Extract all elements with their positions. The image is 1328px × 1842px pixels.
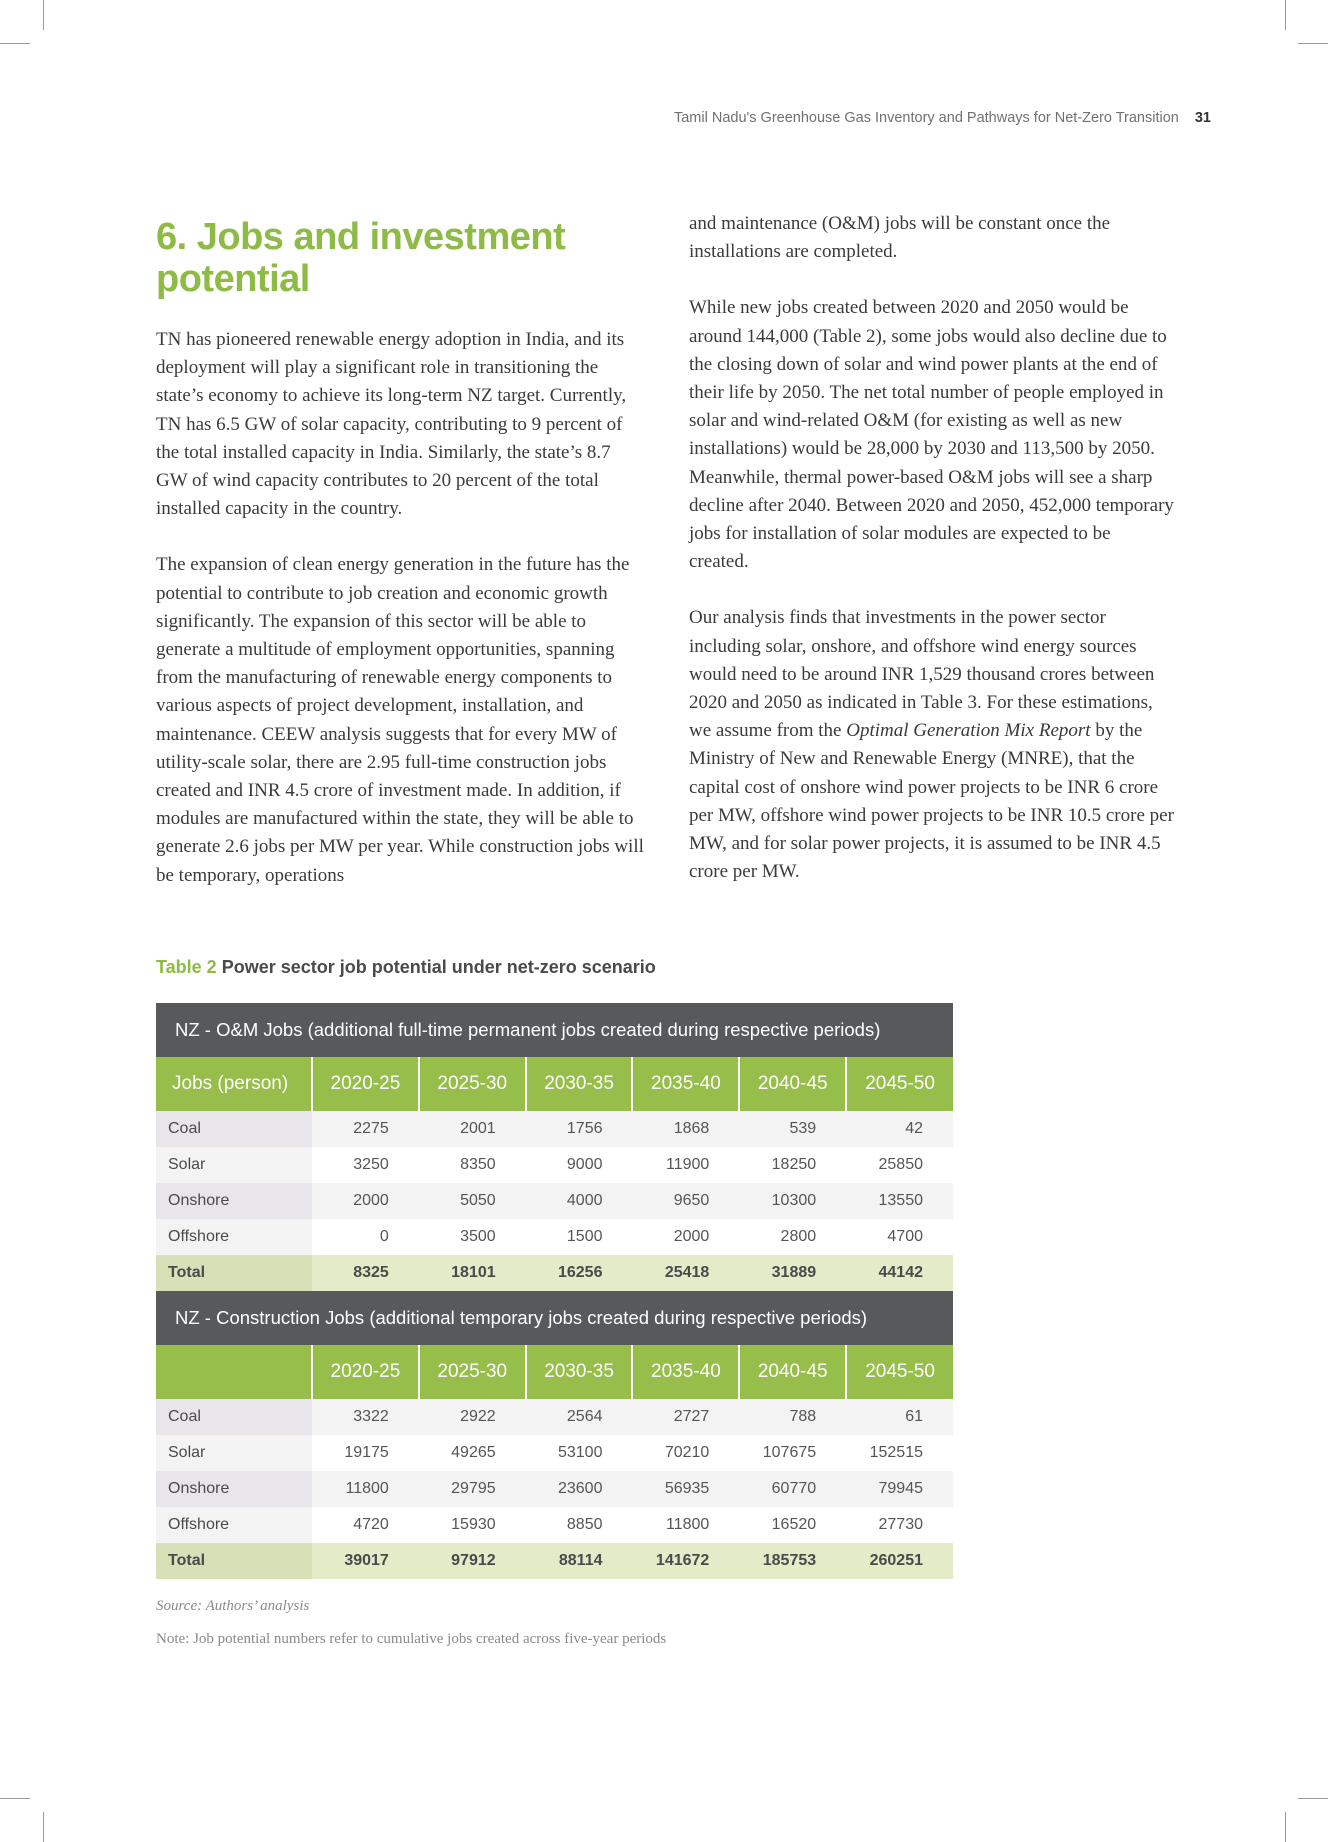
table-cell: 79945	[846, 1471, 953, 1507]
table-cell: 9650	[632, 1183, 739, 1219]
column-header: 2040-45	[739, 1057, 846, 1111]
column-header: 2045-50	[846, 1345, 953, 1399]
total-cell: 25418	[632, 1255, 739, 1291]
table-row	[156, 1147, 953, 1183]
table-cell: 3500	[419, 1219, 526, 1255]
running-head	[674, 110, 1211, 126]
table-cell: 788	[739, 1399, 846, 1435]
table-header-row	[156, 1057, 953, 1111]
table-cell: 8850	[526, 1507, 633, 1543]
table-cell: 1756	[526, 1111, 633, 1147]
total-cell: 31889	[739, 1255, 846, 1291]
table-cell: 539	[739, 1111, 846, 1147]
table-cell: 10300	[739, 1183, 846, 1219]
total-cell: 18101	[419, 1255, 526, 1291]
total-cell: 97912	[419, 1543, 526, 1579]
table-cell: 1500	[526, 1219, 633, 1255]
paragraph: TN has pioneered renewable energy adoption in India, and its deployment will play a significant role in transitioning the state’s economy to achieve its long-term NZ target. Currently, TN has 6.5 GW of solar capacity, contributing to 9 percent of the total installed capacity in India. Similarly, the state’s 8.7 GW of wind capacity contributes to 20 percent of the total installed capacity in the country.	[156, 329, 627, 520]
table-cell: 60770	[739, 1471, 846, 1507]
column-header: 2030-35	[526, 1345, 633, 1399]
table-cell: 4720	[312, 1507, 419, 1543]
table-cell: 15930	[419, 1507, 526, 1543]
table-section-band	[156, 1003, 953, 1057]
table-source: Source: Authors’ analysis	[156, 1598, 310, 1614]
right-column	[689, 210, 1174, 914]
paragraph: While new jobs created between 2020 and 2050 would be around 144,000 (Table 2), some jobs would also decline due to the closing down of solar and wind power plants at the end of their life by 2050. The net total number of people employed in solar and wind-related O&M (for existing as well as new installations) would be 28,000 by 2030 and 113,500 by 2050. Meanwhile, thermal power-based O&M jobs will see a sharp decline after 2040. Between 2020 and 2050, 452,000 temporary jobs for installation of solar modules are expected to be created.	[689, 297, 1174, 573]
table-section-band	[156, 1291, 953, 1345]
table-cell: 1868	[632, 1111, 739, 1147]
jobs-table	[156, 1003, 953, 1579]
paragraph: The expansion of clean energy generation in the future has the potential to contribute to job creation and economic growth significantly. The expansion of this sector will be able to generate a multitude of employment opportunities, spanning from the manufacturing of renewable energy components to various aspects of project development, installation, and maintenance. CEEW analysis suggests that for every MW of utility-scale solar, there are 2.95 full-time construction jobs created and INR 4.5 crore of investment made. In addition, if modules are manufactured within the state, they will be able to generate 2.6 jobs per MW per year. While construction jobs will be temporary, operations	[156, 554, 644, 886]
table-cell: 70210	[632, 1435, 739, 1471]
column-header	[156, 1345, 312, 1399]
row-label: Coal	[156, 1399, 312, 1435]
column-header: 2045-50	[846, 1057, 953, 1111]
table-header-row	[156, 1345, 953, 1399]
column-header: 2035-40	[632, 1057, 739, 1111]
crop-mark	[43, 1812, 44, 1842]
total-cell: 88114	[526, 1543, 633, 1579]
table-cell: 2275	[312, 1111, 419, 1147]
table-cell: 61	[846, 1399, 953, 1435]
table-cell: 2564	[526, 1399, 633, 1435]
row-label: Coal	[156, 1111, 312, 1147]
table-cell: 56935	[632, 1471, 739, 1507]
table-cell: 2727	[632, 1399, 739, 1435]
table-cell: 2922	[419, 1399, 526, 1435]
table-caption-text: Power sector job potential under net-zero scenario	[221, 957, 656, 977]
row-label: Solar	[156, 1147, 312, 1183]
table-cell: 2000	[632, 1219, 739, 1255]
row-label: Total	[156, 1543, 312, 1579]
crop-mark	[1298, 43, 1328, 44]
column-header: 2025-30	[419, 1345, 526, 1399]
table-row	[156, 1219, 953, 1255]
paragraph	[689, 604, 1174, 886]
total-cell: 8325	[312, 1255, 419, 1291]
row-label: Total	[156, 1255, 312, 1291]
column-header: 2020-25	[312, 1345, 419, 1399]
table-cell: 8350	[419, 1147, 526, 1183]
total-cell: 141672	[632, 1543, 739, 1579]
table-cell: 107675	[739, 1435, 846, 1471]
crop-mark	[1285, 1812, 1286, 1842]
table-cell: 49265	[419, 1435, 526, 1471]
table-cell: 42	[846, 1111, 953, 1147]
table-section-title: NZ - O&M Jobs (additional full-time permanent jobs created during respective periods)	[156, 1003, 953, 1057]
table-row	[156, 1471, 953, 1507]
table-row	[156, 1435, 953, 1471]
left-column	[156, 210, 646, 918]
column-header: 2025-30	[419, 1057, 526, 1111]
page-number: 31	[1194, 110, 1211, 126]
table-cell: 16520	[739, 1507, 846, 1543]
total-cell: 44142	[846, 1255, 953, 1291]
table-cell: 11800	[312, 1471, 419, 1507]
table-row	[156, 1507, 953, 1543]
table-cell: 3250	[312, 1147, 419, 1183]
column-header: 2040-45	[739, 1345, 846, 1399]
table-cell: 2000	[312, 1183, 419, 1219]
table-cell: 2001	[419, 1111, 526, 1147]
table-row	[156, 1111, 953, 1147]
table-cell: 23600	[526, 1471, 633, 1507]
table-cell: 5050	[419, 1183, 526, 1219]
total-cell: 39017	[312, 1543, 419, 1579]
total-cell: 260251	[846, 1543, 953, 1579]
table-cell: 11800	[632, 1507, 739, 1543]
total-cell: 185753	[739, 1543, 846, 1579]
table-cell: 18250	[739, 1147, 846, 1183]
table-cell: 11900	[632, 1147, 739, 1183]
row-label: Solar	[156, 1435, 312, 1471]
row-label: Offshore	[156, 1507, 312, 1543]
row-label: Offshore	[156, 1219, 312, 1255]
table-cell: 29795	[419, 1471, 526, 1507]
table-cell: 152515	[846, 1435, 953, 1471]
table-cell: 4000	[526, 1183, 633, 1219]
section-title: 6. Jobs and investment potential	[156, 216, 566, 300]
table-cell: 19175	[312, 1435, 419, 1471]
table-cell: 9000	[526, 1147, 633, 1183]
table-total-row	[156, 1543, 953, 1579]
table-total-row	[156, 1255, 953, 1291]
report-title: Optimal Generation Mix Report	[846, 720, 1091, 742]
crop-mark	[1285, 0, 1286, 30]
table-row	[156, 1183, 953, 1219]
table-cell: 25850	[846, 1147, 953, 1183]
crop-mark	[0, 43, 30, 44]
column-header: 2035-40	[632, 1345, 739, 1399]
table-cell: 2800	[739, 1219, 846, 1255]
column-header: 2030-35	[526, 1057, 633, 1111]
column-header: 2020-25	[312, 1057, 419, 1111]
table-caption	[156, 957, 656, 978]
table-cell: 13550	[846, 1183, 953, 1219]
table-row	[156, 1399, 953, 1435]
row-label: Onshore	[156, 1471, 312, 1507]
table-cell: 4700	[846, 1219, 953, 1255]
table-caption-label: Table 2	[156, 957, 217, 977]
table-section-title: NZ - Construction Jobs (additional temporary jobs created during respective periods)	[156, 1291, 953, 1345]
row-label: Onshore	[156, 1183, 312, 1219]
column-header: Jobs (person)	[156, 1057, 312, 1111]
table-cell: 53100	[526, 1435, 633, 1471]
crop-mark	[43, 0, 44, 30]
total-cell: 16256	[526, 1255, 633, 1291]
paragraph-text: Our analysis finds that investments in the power sector including solar, onshore, and offshore wind energy sources would need to be around INR 1,529 thousand crores between 2020 and 2050 as indicated in Table 3. For these estimations, we assume from the	[689, 607, 1155, 742]
running-head-title: Tamil Nadu's Greenhouse Gas Inventory and Pathways for Net-Zero Transition	[673, 110, 1179, 126]
table-cell: 27730	[846, 1507, 953, 1543]
crop-mark	[0, 1798, 30, 1799]
table-note: Note: Job potential numbers refer to cumulative jobs created across five-year periods	[156, 1631, 667, 1647]
left-paragraphs	[156, 326, 646, 890]
table-cell: 3322	[312, 1399, 419, 1435]
paragraph-text: by the Ministry of New and Renewable Energy (MNRE), that the capital cost of onshore wind power projects to be INR 6 crore per MW, offshore wind power projects to be INR 10.5 crore per MW, and for solar power projects, it is assumed to be INR 4.5 crore per MW.	[689, 720, 1174, 883]
table-cell: 0	[312, 1219, 419, 1255]
crop-mark	[1298, 1798, 1328, 1799]
paragraph: and maintenance (O&M) jobs will be constant once the installations are completed.	[689, 213, 1111, 263]
